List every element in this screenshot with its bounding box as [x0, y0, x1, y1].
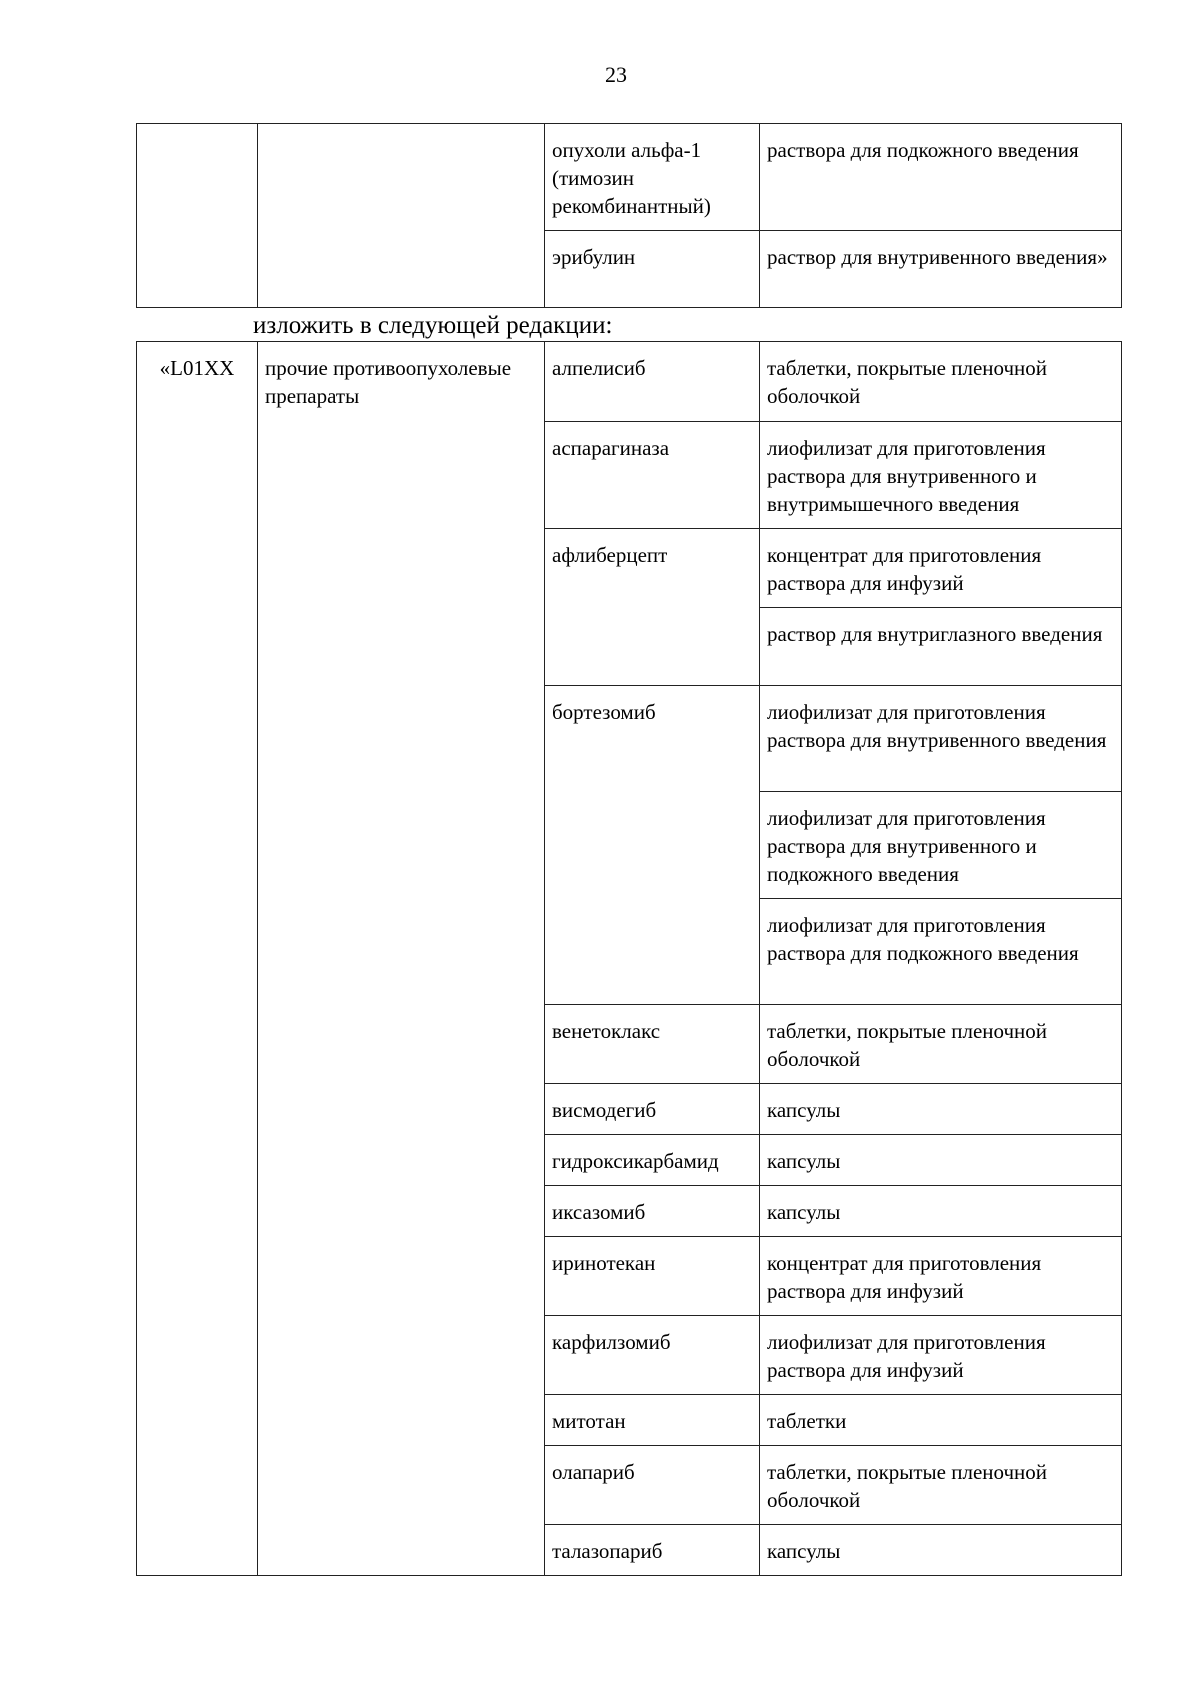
dosage-form-cell: таблетки, покрытые пленочной оболочкой	[760, 1446, 1122, 1525]
dosage-form-cell: раствор для внутривенного введения»	[760, 231, 1122, 308]
dosage-form-cell: капсулы	[760, 1186, 1122, 1237]
dosage-form-cell: капсулы	[760, 1084, 1122, 1135]
drug-name-cell: аспарагиназа	[545, 422, 760, 529]
table-row	[137, 124, 1122, 231]
drug-name-cell: висмодегиб	[545, 1084, 760, 1135]
group-cell	[258, 124, 545, 308]
dosage-form-cell: раствора для подкожного введения	[760, 124, 1122, 231]
drug-name-cell: алпелисиб	[545, 342, 760, 422]
drug-name-cell: венетоклакс	[545, 1005, 760, 1084]
drug-name-cell: афлиберцепт	[545, 529, 760, 686]
drug-name-cell: бортезомиб	[545, 686, 760, 1005]
dosage-form-cell: таблетки, покрытые пленочной оболочкой	[760, 1005, 1122, 1084]
atc-code-cell: «L01XX	[137, 342, 258, 1576]
drug-table	[136, 341, 1122, 1576]
code-cell	[137, 124, 258, 308]
drug-name-cell: гидроксикарбамид	[545, 1135, 760, 1186]
drug-name-cell: иринотекан	[545, 1237, 760, 1316]
drug-name-cell: иксазомиб	[545, 1186, 760, 1237]
drug-name-cell: карфилзомиб	[545, 1316, 760, 1395]
dosage-form-cell: концентрат для приготовления раствора для инфузий	[760, 1237, 1122, 1316]
group-name-cell: прочие противоопухолевые препараты	[258, 342, 545, 1576]
dosage-form-cell: раствор для внутриглазного введения	[760, 608, 1122, 686]
dosage-form-cell: лиофилизат для приготовления раствора для инфузий	[760, 1316, 1122, 1395]
instruction-text: изложить в следующей редакции:	[253, 312, 613, 339]
dosage-form-cell: лиофилизат для приготовления раствора для внутривенного и подкожного введения	[760, 792, 1122, 899]
dosage-form-cell: лиофилизат для приготовления раствора для подкожного введения	[760, 899, 1122, 1005]
dosage-form-cell: капсулы	[760, 1525, 1122, 1576]
dosage-form-cell: капсулы	[760, 1135, 1122, 1186]
dosage-form-cell: таблетки, покрытые пленочной оболочкой	[760, 342, 1122, 422]
continued-table	[136, 123, 1122, 308]
page-number: 23	[605, 62, 627, 87]
dosage-form-cell: концентрат для приготовления раствора для инфузий	[760, 529, 1122, 608]
drug-name-cell: эрибулин	[545, 231, 760, 308]
drug-name-cell: олапариб	[545, 1446, 760, 1525]
drug-name-cell: талазопариб	[545, 1525, 760, 1576]
dosage-form-cell: таблетки	[760, 1395, 1122, 1446]
dosage-form-cell: лиофилизат для приготовления раствора для внутривенного введения	[760, 686, 1122, 792]
drug-name-cell: митотан	[545, 1395, 760, 1446]
dosage-form-cell: лиофилизат для приготовления раствора для внутривенного и внутримышечного введения	[760, 422, 1122, 529]
table-row	[137, 342, 1122, 422]
drug-name-cell: опухоли альфа-1 (тимозин рекомбинантный)	[545, 124, 760, 231]
